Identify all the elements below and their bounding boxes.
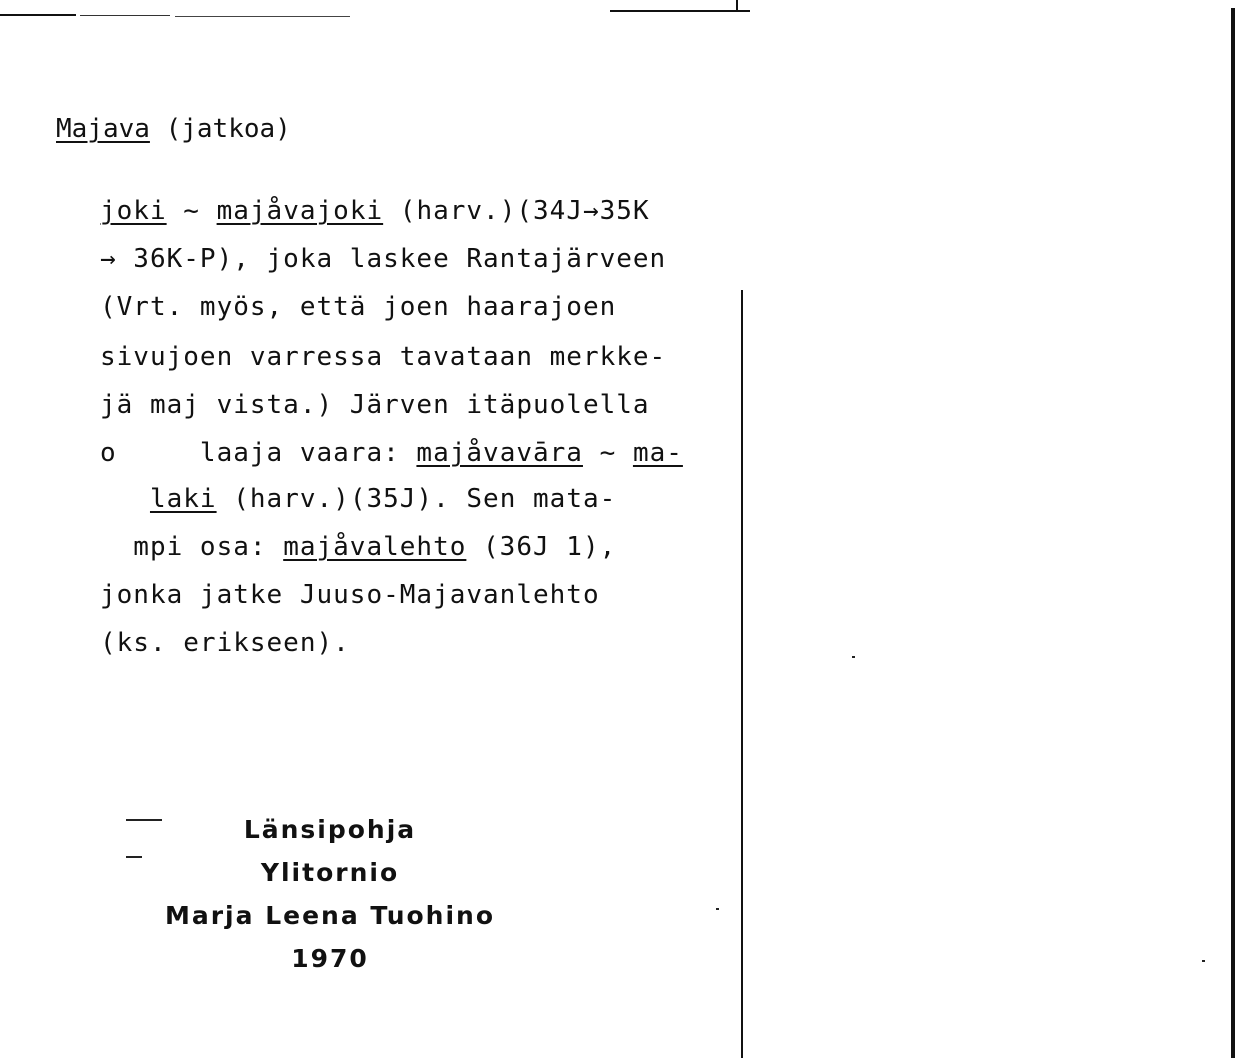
text-segment: ~ xyxy=(582,438,633,468)
scan-border-line xyxy=(1231,8,1235,1058)
text-line xyxy=(100,438,683,468)
stamp-parish: Ylitornio xyxy=(260,858,400,887)
text-line xyxy=(100,628,350,658)
top-edge-line xyxy=(80,15,170,16)
top-edge-line xyxy=(175,16,350,17)
underlined-term: majåvavāra xyxy=(416,438,583,468)
underlined-term: majåvalehto xyxy=(283,532,467,562)
text-segment: mpi osa: xyxy=(100,532,284,562)
text-line xyxy=(100,292,616,322)
stamp-collector: Marja Leena Tuohino xyxy=(164,901,496,930)
card-heading xyxy=(56,114,291,144)
heading-continuation: (jatkoa) xyxy=(149,114,291,144)
underlined-term: joki xyxy=(100,196,167,226)
underlined-term: laki xyxy=(149,484,217,514)
text-segment: (36J 1), xyxy=(466,532,617,562)
top-edge-tick xyxy=(736,0,738,12)
text-segment xyxy=(100,484,150,514)
text-segment: (harv.)(35J). Sen mata- xyxy=(216,484,617,514)
stamp-year: 1970 xyxy=(291,944,369,973)
stamp-region: Länsipohja xyxy=(243,815,417,844)
text-segment: o laaja vaara: xyxy=(100,438,417,468)
text-segment: sivujoen varressa tavataan merkke- xyxy=(100,342,667,372)
top-edge-line xyxy=(610,10,750,12)
text-segment: jonka jatke Juuso-Majavanlehto xyxy=(100,580,600,610)
underlined-term: majåvajoki xyxy=(216,196,384,226)
headword: Majava xyxy=(56,114,150,144)
scan-speck xyxy=(1202,960,1205,962)
text-line xyxy=(100,580,600,610)
underlined-term: ma- xyxy=(632,438,683,468)
text-line xyxy=(100,484,616,514)
card-edge-line xyxy=(741,290,743,1058)
text-segment: → 36K-P), joka laskee Rantajärveen xyxy=(100,244,667,274)
text-line xyxy=(100,342,666,372)
text-line xyxy=(100,532,616,562)
text-segment: ~ xyxy=(166,196,217,226)
scan-speck xyxy=(716,908,719,910)
text-segment: (Vrt. myös, että joen haarajoen xyxy=(100,292,617,322)
stamp-mark xyxy=(126,856,142,858)
text-segment: (ks. erikseen). xyxy=(100,628,350,658)
collector-stamp xyxy=(150,808,510,980)
text-segment: (harv.)(34J→35K xyxy=(383,196,650,226)
top-edge-line xyxy=(0,14,76,16)
text-line xyxy=(100,390,650,420)
text-line xyxy=(100,244,666,274)
scan-speck xyxy=(852,656,855,658)
text-line xyxy=(100,196,650,226)
text-segment: jä maj vista.) Järven itäpuolella xyxy=(100,390,650,420)
